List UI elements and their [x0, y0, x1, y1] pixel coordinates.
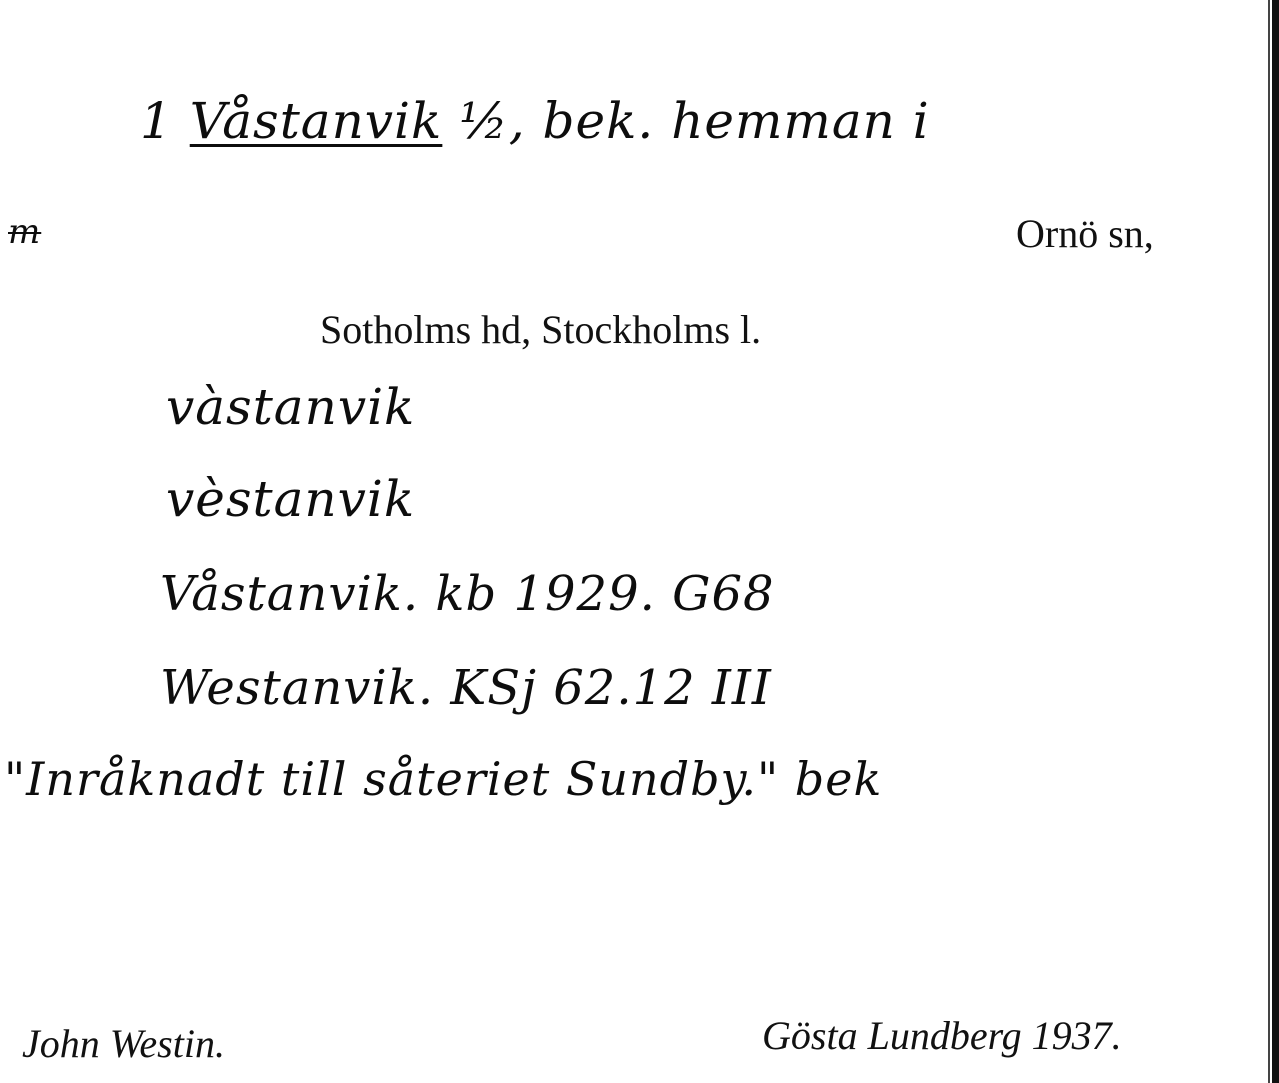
district-label: Sotholms hd, Stockholms l.	[320, 307, 762, 352]
parish-label: Ornö sn,	[1016, 211, 1154, 256]
heading-line	[140, 92, 930, 150]
heading-prefix: 1	[140, 92, 173, 150]
form-line-3: Våstanvik. kb 1929. G68	[160, 566, 775, 622]
struck-mark: m	[8, 212, 42, 252]
form-line-4: Westanvik. KSj 62.12 III	[160, 660, 772, 716]
note-line: "Inråknadt till såteriet Sundby." bek	[4, 752, 883, 806]
scan-edge	[1272, 0, 1279, 1083]
heading-place-name: Våstanvik	[189, 92, 443, 150]
scan-edge-shadow	[1268, 0, 1270, 1083]
form-line-2: vèstanvik	[166, 470, 416, 528]
heading-rest: ½, bek. hemman i	[459, 92, 930, 150]
form-line-1: vàstanvik	[166, 378, 416, 436]
signature-left: John Westin.	[22, 1021, 225, 1066]
signature-right: Gösta Lundberg 1937.	[762, 1013, 1122, 1058]
